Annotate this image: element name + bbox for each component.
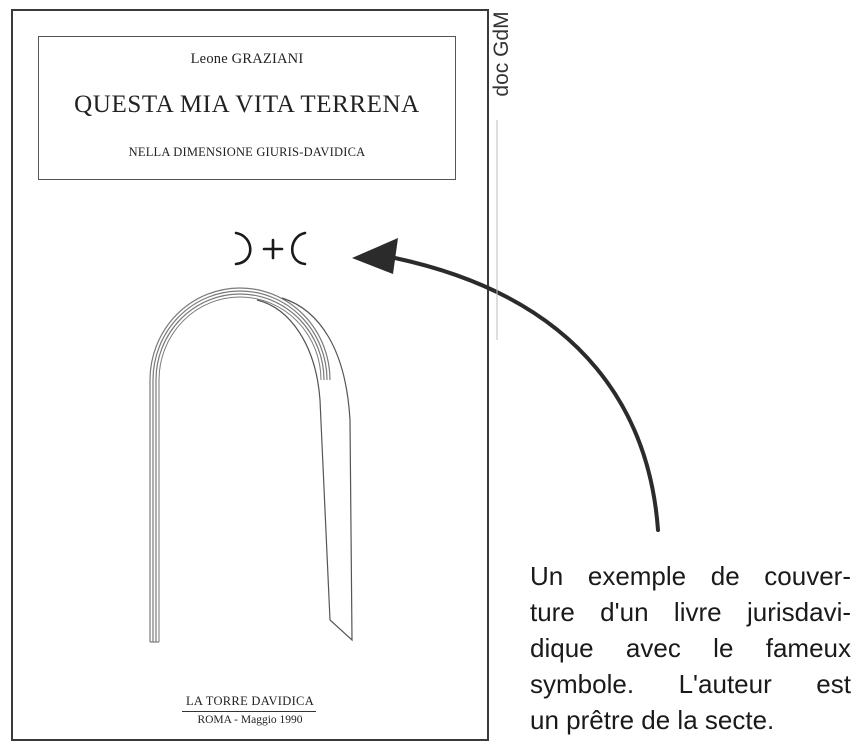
cover-place-date: ROMA - Maggio 1990	[197, 714, 303, 726]
archive-source-text: doc GdM	[490, 11, 513, 97]
cover-publisher: LA TORRE DAVIDICA	[185, 694, 315, 708]
arch-illustration	[150, 288, 352, 642]
cover-subtitle: NELLA DIMENSIONE GIURIS-DAVIDICA	[128, 145, 366, 159]
publisher-divider	[182, 711, 316, 712]
caption	[530, 558, 851, 738]
caption-line: Un exemple de couver-	[530, 561, 851, 591]
cover-author: Leone GRAZIANI	[190, 51, 304, 67]
annotation-arrow	[352, 238, 658, 530]
symbol-moon-plus-moon	[236, 233, 305, 264]
caption-line: symbole. L'auteur est	[530, 669, 851, 699]
archive-source-label	[484, 0, 520, 108]
cover-title: QUESTA MIA VITA TERRENA	[74, 91, 420, 118]
caption-line: un prêtre de la secte.	[530, 705, 775, 735]
caption-line: dique avec le fameux	[530, 633, 851, 663]
caption-line: ture d'un livre jurisdavi-	[530, 597, 851, 627]
